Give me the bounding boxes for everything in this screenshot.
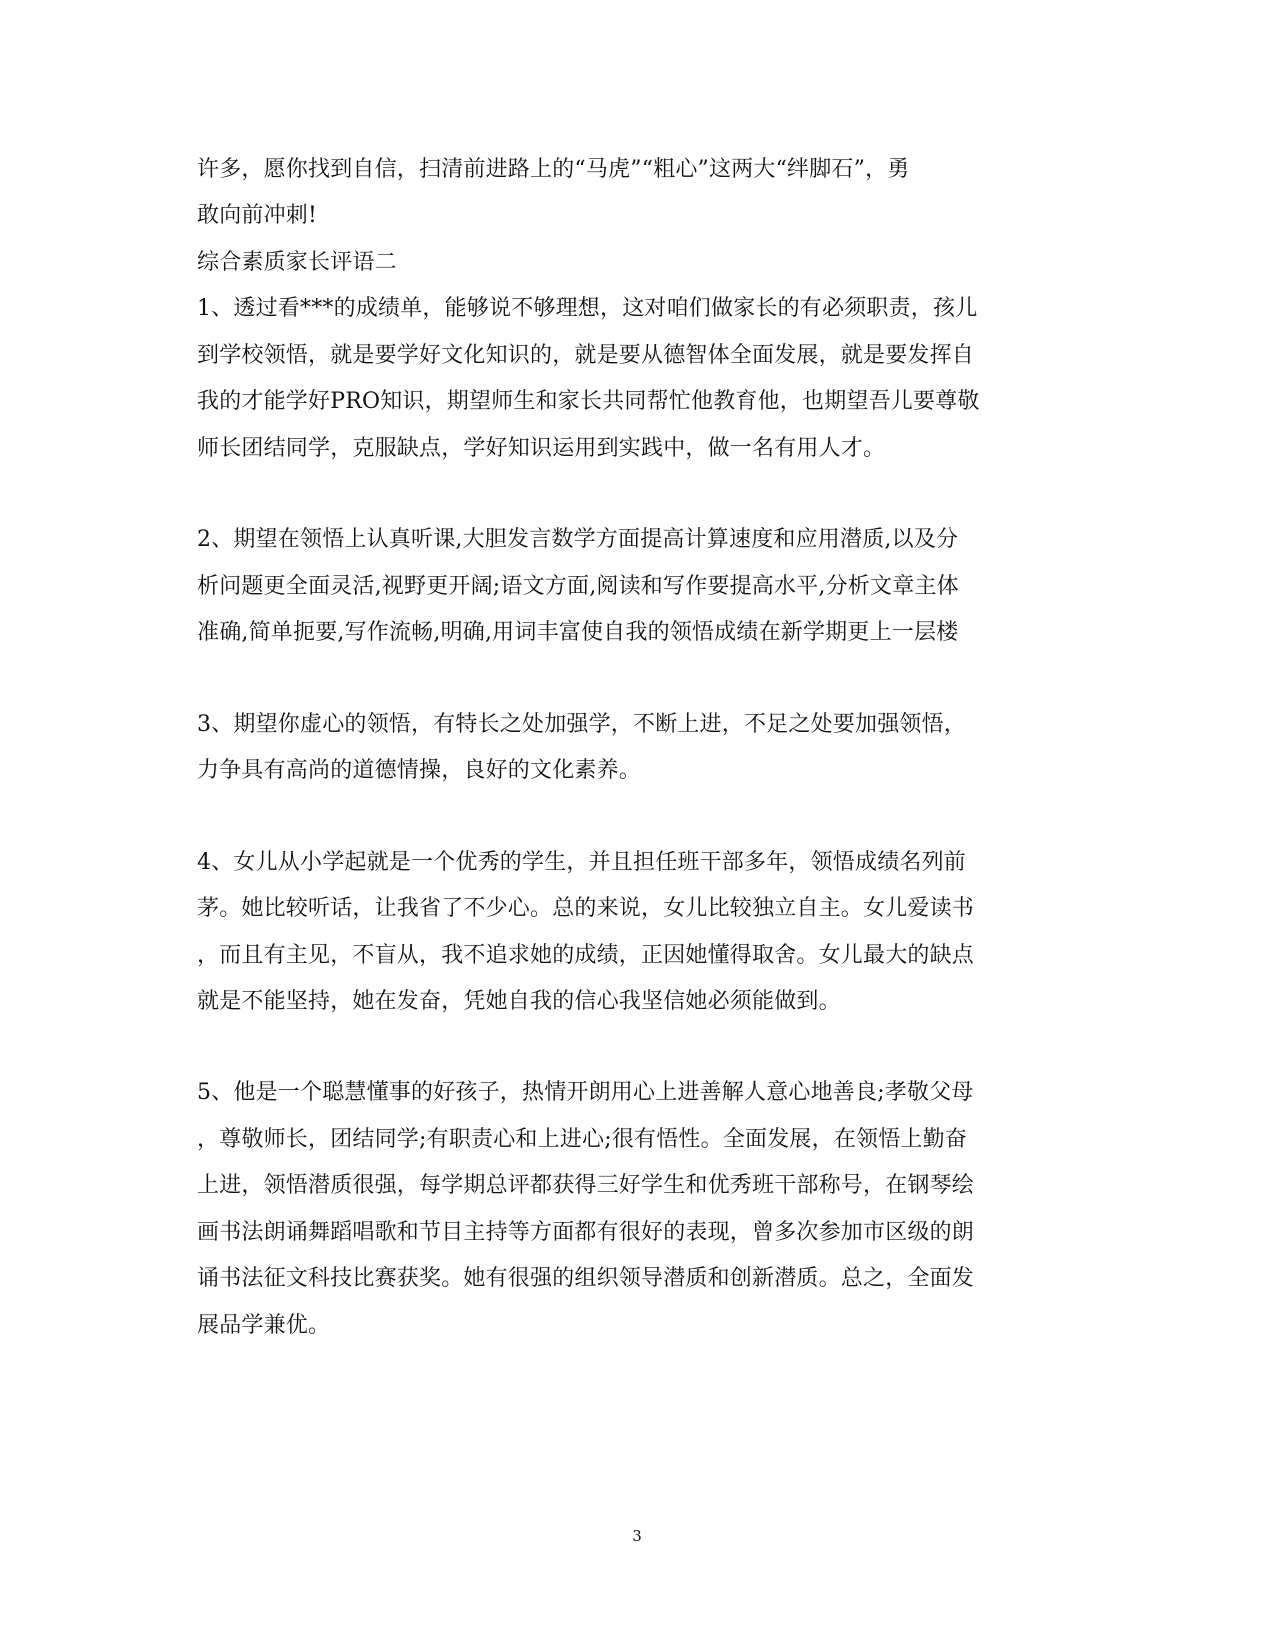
text-line: 师长团结同学，克服缺点，学好知识运用到实践中，做一名有用人才。 [197, 436, 886, 461]
text-line: 许多，愿你找到自信，扫清前进路上的“马虎”“粗心”这两大“绊脚石”，勇 [197, 157, 910, 182]
text-line: 4、女儿从小学起就是一个优秀的学生，并且担任班干部多年，领悟成绩名列前 [197, 850, 966, 875]
page-number: 3 [632, 1527, 642, 1545]
text-line: 1、透过看***的成绩单，能够说不够理想，这对咱们做家长的有必须职责，孩儿 [197, 296, 978, 321]
text-line: 析问题更全面灵活,视野更开阔;语文方面,阅读和写作要提高水平,分析文章主体 [197, 574, 959, 599]
text-line: 诵书法征文科技比赛获奖。她有很强的组织领导潜质和创新潜质。总之，全面发 [197, 1266, 975, 1291]
text-line: 展品学兼优。 [197, 1313, 331, 1338]
text-line: 准确,简单扼要,写作流畅,明确,用词丰富使自我的领悟成绩在新学期更上一层楼 [197, 620, 959, 645]
section-heading: 综合素质家长评语二 [197, 250, 397, 275]
text-line: 上进，领悟潜质很强，每学期总评都获得三好学生和优秀班干部称号，在钢琴绘 [197, 1173, 975, 1198]
text-line: 画书法朗诵舞蹈唱歌和节目主持等方面都有很好的表现，曾多次参加市区级的朗 [197, 1220, 975, 1245]
text-line: ，而且有主见，不盲从，我不追求她的成绩，正因她懂得取舍。女儿最大的缺点 [197, 943, 975, 968]
text-line: 敢向前冲刺! [197, 203, 318, 228]
text-line: 到学校领悟，就是要学好文化知识的，就是要从德智体全面发展，就是要发挥自 [197, 343, 975, 368]
text-line: 2、期望在领悟上认真听课,大胆发言数学方面提高计算速度和应用潜质,以及分 [197, 527, 959, 552]
text-line: 3、期望你虚心的领悟，有特长之处加强学，不断上进，不足之处要加强领悟， [197, 712, 966, 737]
text-line: 我的才能学好PRO知识，期望师生和家长共同帮忙他教育他，也期望吾儿要尊敬 [197, 389, 980, 414]
text-line: ，尊敬师长，团结同学;有职责心和上进心;很有悟性。全面发展，在领悟上勤奋 [197, 1127, 968, 1152]
text-line: 就是不能坚持，她在发奋，凭她自我的信心我坚信她必须能做到。 [197, 989, 841, 1014]
text-line: 力争具有高尚的道德情操，良好的文化素养。 [197, 758, 642, 783]
text-line: 5、他是一个聪慧懂事的好孩子，热情开朗用心上进善解人意心地善良;孝敬父母 [197, 1080, 974, 1105]
text-line: 茅。她比较听话，让我省了不少心。总的来说，女儿比较独立自主。女儿爱读书 [197, 896, 975, 921]
